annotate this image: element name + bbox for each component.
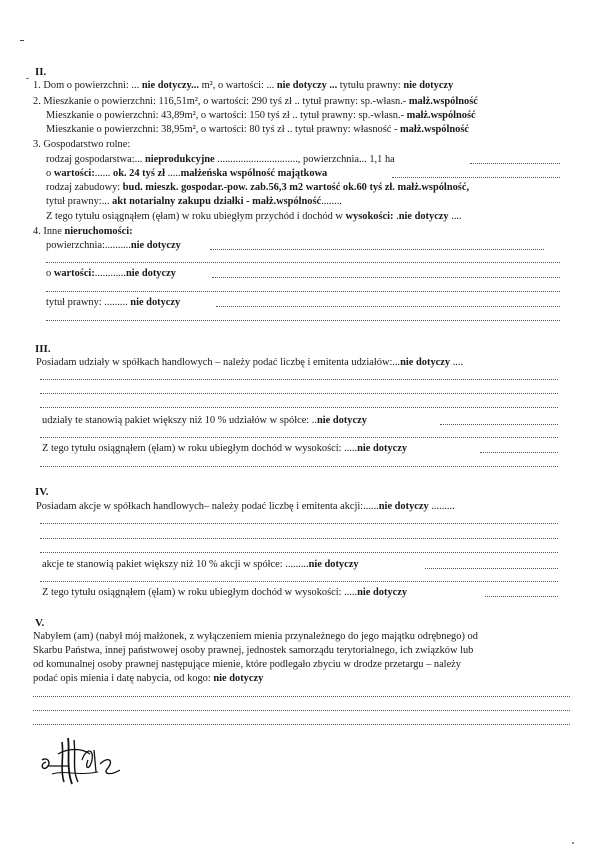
dotted-line: [40, 523, 558, 524]
farm-type-line: rodzaj gospodarstwa:... nieprodukcyjne ..............................., powierzchnia... 1,1 ha: [46, 154, 395, 165]
apartment-3-line: Mieszkanie o powierzchni: 38,95m², o wartości: 80 tyś zł .. tytuł prawny: własność - małż.wspólność: [46, 124, 470, 135]
dotted-line: [46, 262, 560, 263]
dotted-line: [46, 291, 560, 292]
dotted-line: [212, 277, 560, 278]
dotted-line: [46, 320, 560, 321]
dotted-line: [33, 724, 570, 725]
acquisition-line-2: Skarbu Państwa, innej państwowej osoby prawnej, jednostek samorządu terytorialnego, ich związków lub: [33, 645, 474, 656]
margin-mark: [26, 78, 29, 79]
other-title-line: tytuł prawny: ......... nie dotyczy: [46, 297, 181, 308]
dotted-line: [485, 596, 558, 597]
dotted-line: [392, 177, 560, 178]
dotted-line: [40, 379, 558, 380]
shares-percent-line: udziały te stanowią pakiet większy niż 10 % udziałów w spółce: ..nie dotyczy: [42, 415, 367, 426]
margin-mark: [20, 40, 24, 41]
acquisition-line-3: od komunalnej osoby prawnej następujące mienie, które podlegało zbyciu w drodze przetargu – należy: [33, 659, 461, 670]
corner-mark: [572, 842, 574, 844]
farm-value-line: o wartości:...... ok. 24 tyś zł .....małżeńska wspólność majątkowa: [46, 168, 328, 179]
dotted-line: [440, 424, 558, 425]
dotted-line: [40, 538, 558, 539]
dotted-line: [33, 710, 570, 711]
dotted-line: [40, 437, 558, 438]
farm-heading: 3. Gospodarstwo rolne:: [33, 139, 131, 150]
dotted-line: [40, 581, 558, 582]
dotted-line: [210, 249, 544, 250]
stocks-percent-line: akcje te stanowią pakiet większy niż 10 % akcji w spółce: .........nie dotyczy: [42, 559, 359, 570]
dotted-line: [470, 163, 560, 164]
acquisition-line-1: Nabyłem (am) (nabył mój małżonek, z wyłączeniem mienia przynależnego do jego majątku odrębnego) od: [33, 631, 478, 642]
section-iii-heading: III.: [35, 343, 51, 355]
farm-buildings-line: rodzaj zabudowy: bud. mieszk. gospodar.-pow. zab.56,3 m2 wartość ok.60 tyś zł. małż.wspólność,: [46, 182, 470, 193]
farm-title-line: tytuł prawny:... akt notarialny zakupu działki - małż.wspólność........: [46, 196, 342, 207]
section-v-heading: V.: [35, 617, 45, 629]
farm-income-line: Z tego tytułu osiągnąłem (ęłam) w roku ubiegłym przychód i dochód w wysokości: .nie dotyczy ....: [46, 211, 462, 222]
stocks-income-line: Z tego tytułu osiągnąłem (ęłam) w roku ubiegłym dochód w wysokości: .....nie dotyczy: [42, 587, 408, 598]
dotted-line: [480, 452, 558, 453]
dotted-line: [40, 393, 558, 394]
handwritten-signature: [38, 730, 138, 790]
section-ii-heading: II.: [35, 66, 47, 78]
dotted-line: [425, 568, 558, 569]
section-iv-heading: IV.: [35, 486, 49, 498]
dotted-line: [216, 306, 560, 307]
dotted-line: [33, 696, 570, 697]
apartment-1-line: 2. Mieszkanie o powierzchni: 116,51m², o wartości: 290 tyś zł .. tytuł prawny: sp.-własn.- małż.wspólność: [33, 96, 478, 107]
other-property-heading: 4. Inne nieruchomości:: [33, 226, 133, 237]
stocks-line: Posiadam akcje w spółkach handlowych– należy podać liczbę i emitenta akcji:......nie dotyczy .........: [36, 501, 455, 512]
acquisition-line-4: podać opis mienia i datę nabycia, od kogo: nie dotyczy: [33, 673, 264, 684]
apartment-2-line: Mieszkanie o powierzchni: 43,89m², o wartości: 150 tyś zł .. tytuł prawny: sp.-własn.- małż.wspólność: [46, 110, 476, 121]
dotted-line: [40, 552, 558, 553]
shares-income-line: Z tego tytułu osiągnąłem (ęłam) w roku ubiegłym dochód w wysokości: .....nie dotyczy: [42, 443, 408, 454]
other-value-line: o wartości:............nie dotyczy: [46, 268, 176, 279]
house-line: 1. Dom o powierzchni: ... nie dotyczy... m², o wartości: ... nie dotyczy ... tytułu prawny: nie dotyczy: [33, 80, 454, 91]
other-area-line: powierzchnia:..........nie dotyczy: [46, 240, 181, 251]
dotted-line: [40, 407, 558, 408]
shares-line: Posiadam udziały w spółkach handlowych – należy podać liczbę i emitenta udziałów:...nie dotyczy ....: [36, 357, 464, 368]
dotted-line: [40, 466, 558, 467]
